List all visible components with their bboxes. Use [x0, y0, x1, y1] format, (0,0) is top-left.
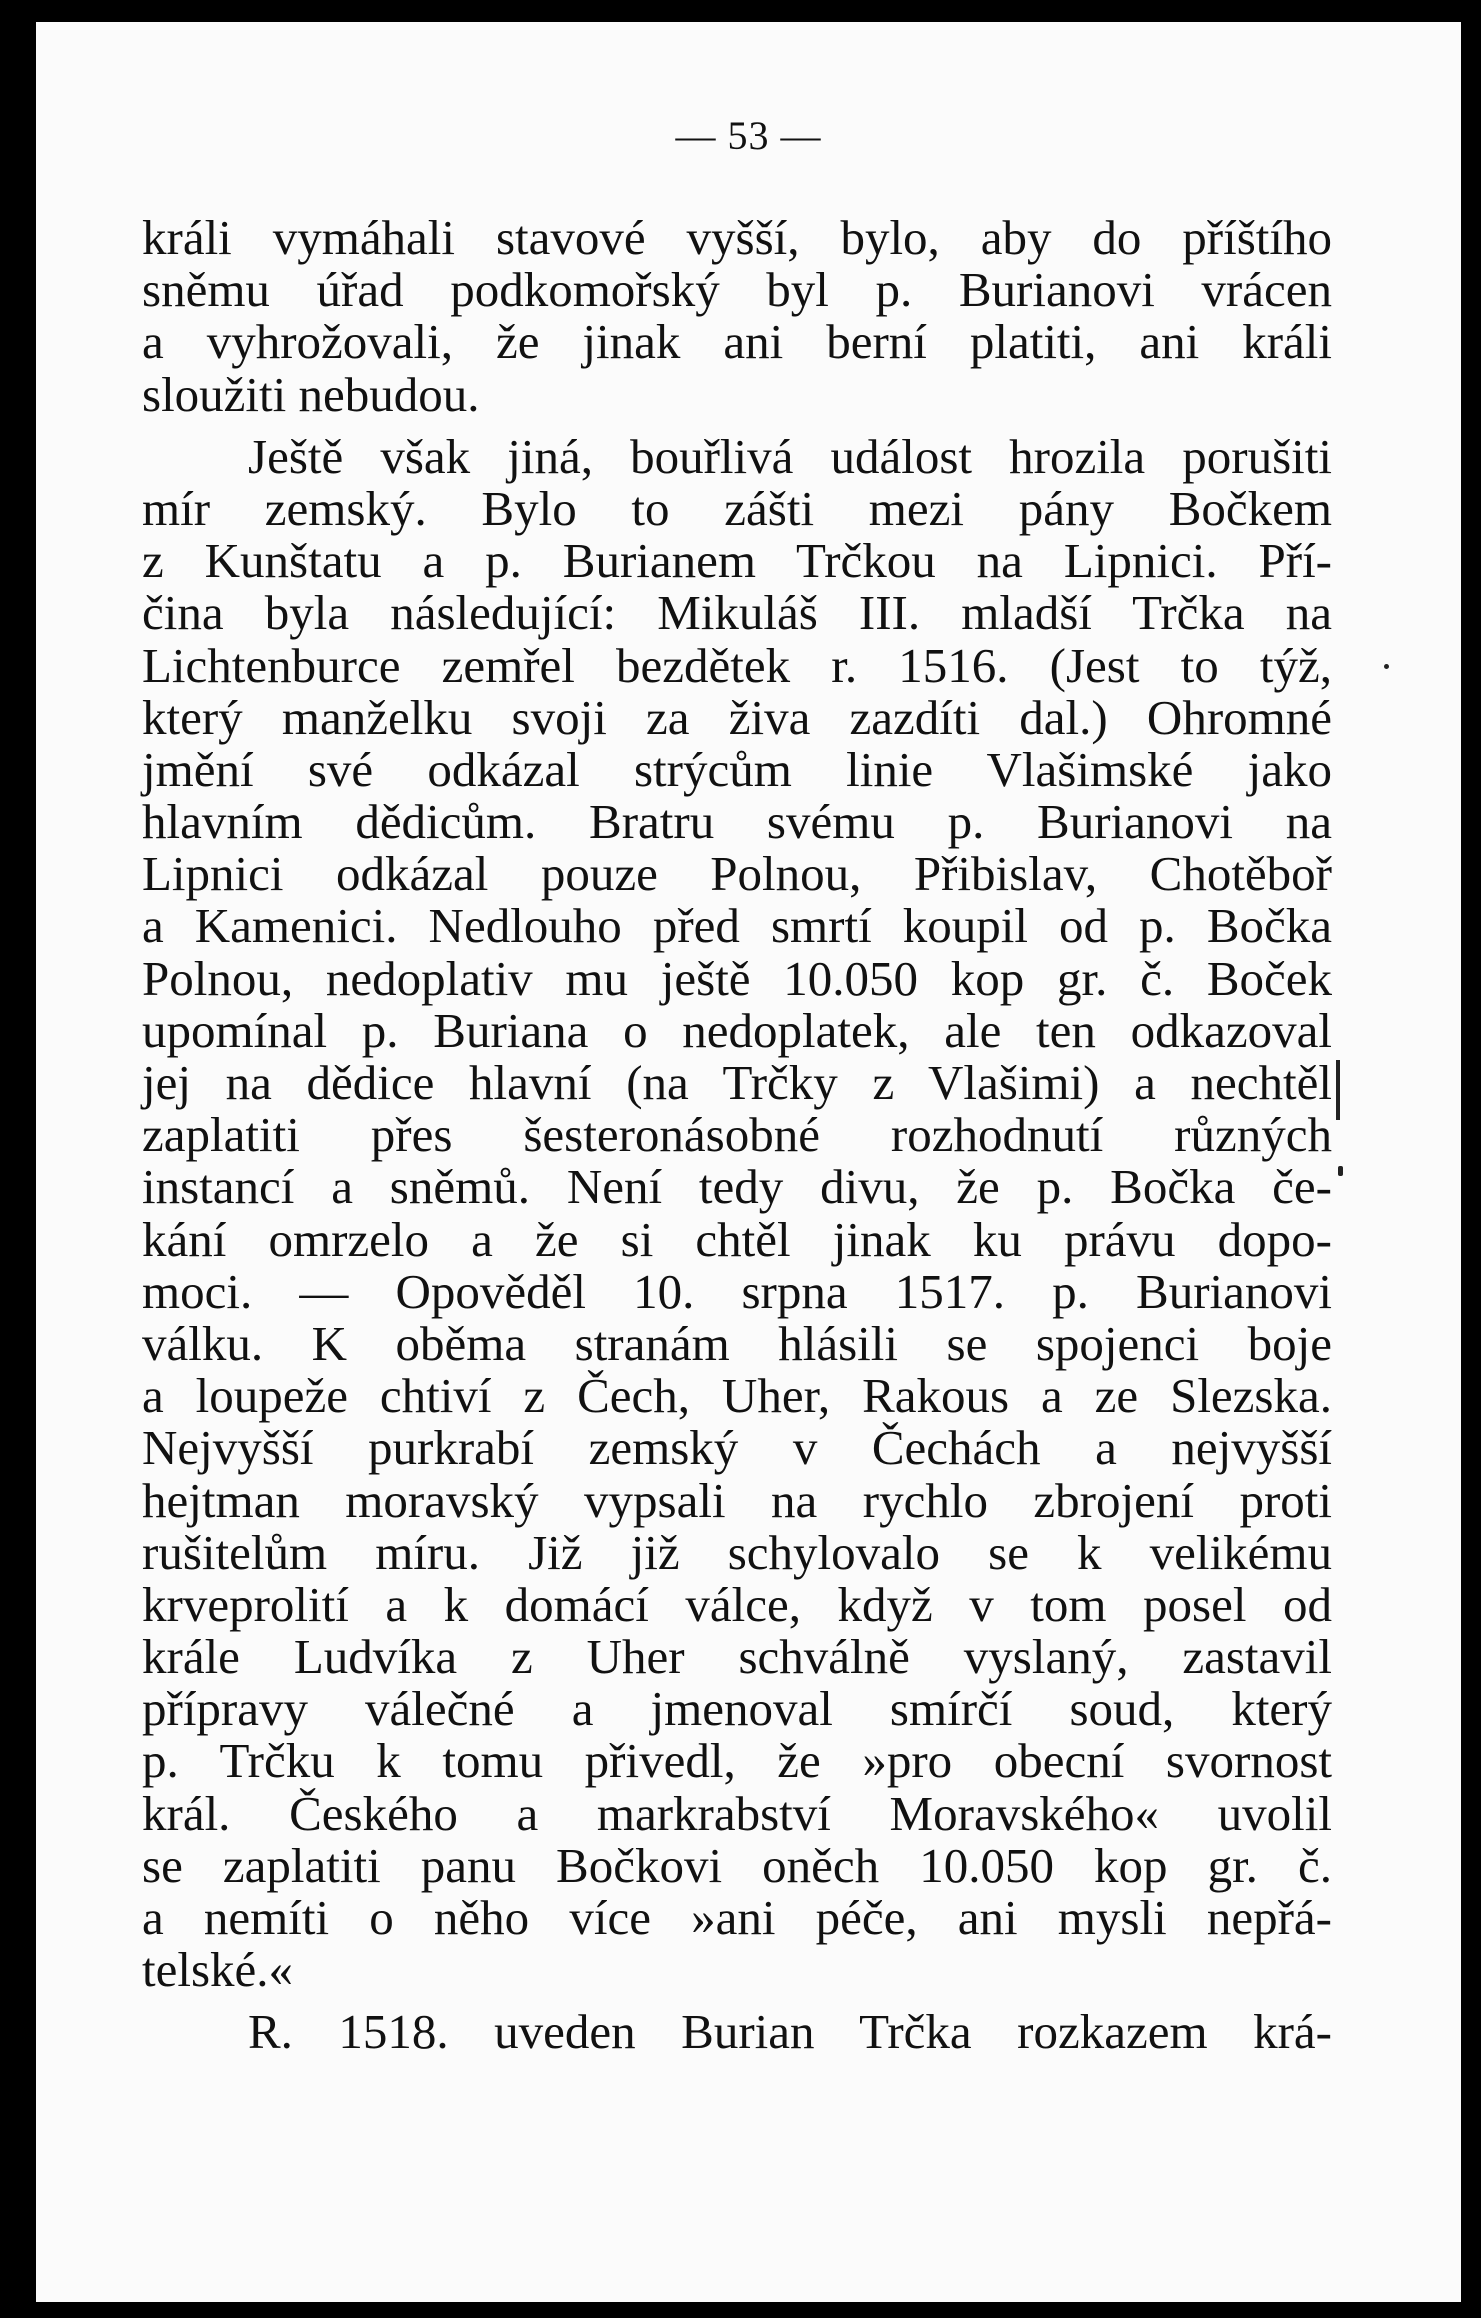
text-line: instancí a sněmů. Není tedy divu, že p. Bočka če-	[142, 1159, 1332, 1215]
book-page	[36, 22, 1461, 2302]
text-line: kání omrzelo a že si chtěl jinak ku právu dopo-	[142, 1211, 1332, 1267]
text-line: král. Českého a markrabství Moravského« uvolil	[142, 1785, 1332, 1841]
text-line: moci. — Opověděl 10. srpna 1517. p. Burianovi	[142, 1263, 1332, 1319]
text-line: upomínal p. Buriana o nedoplatek, ale ten odkazoval	[142, 1002, 1332, 1058]
text-line: Lichtenburce zemřel bezdětek r. 1516. (Jest to týž,	[142, 637, 1332, 693]
scan-border-right	[1461, 0, 1481, 2318]
text-line: Nejvyšší purkrabí zemský v Čechách a nejvyšší	[142, 1420, 1332, 1476]
text-line: krveprolití a k domácí válce, když v tom posel od	[142, 1576, 1332, 1632]
text-line: mír zemský. Bylo to zášti mezi pány Bočkem	[142, 480, 1332, 536]
text-line: a nemíti o něho více »ani péče, ani mysli nepřá-	[142, 1890, 1332, 1945]
text-line: přípravy válečné a jmenoval smírčí soud, který	[142, 1681, 1332, 1737]
text-line: jej na dědice hlavní (na Trčky z Vlašimi) a nechtěl	[142, 1055, 1332, 1110]
text-line: králi vymáhali stavové vyšší, bylo, aby do příštího	[142, 210, 1332, 265]
scan-border-top	[0, 0, 1481, 22]
text-line: válku. K oběma stranám hlásili se spojenci boje	[142, 1315, 1332, 1371]
text-line: p. Trčku k tomu přivedl, že »pro obecní svornost	[142, 1733, 1332, 1789]
page-number: — 53 —	[675, 113, 822, 158]
text-line: a vyhrožovali, že jinak ani berní platiti, ani králi	[142, 314, 1332, 370]
scan-border-bottom	[0, 2302, 1481, 2318]
text-line: rušitelům míru. Již již schylovalo se k velikému	[142, 1524, 1332, 1580]
text-line: z Kunštatu a p. Burianem Trčkou na Lipnici. Pří-	[142, 533, 1332, 589]
text-line: jmění své odkázal strýcům linie Vlašimské jako	[142, 741, 1332, 797]
text-line: sloužiti nebudou.	[142, 366, 480, 422]
text-line: hejtman moravský vypsali na rychlo zbrojení proti	[142, 1472, 1332, 1528]
text-line: a loupeže chtiví z Čech, Uher, Rakous a ze Slezska.	[142, 1368, 1332, 1424]
text-line: Polnou, nedoplativ mu ještě 10.050 kop gr. č. Boček	[142, 950, 1332, 1006]
text-line: krále Ludvíka z Uher schválně vyslaný, zastavil	[142, 1629, 1332, 1685]
margin-mark	[1384, 664, 1389, 669]
text-line: se zaplatiti panu Bočkovi oněch 10.050 kop gr. č.	[142, 1837, 1332, 1893]
body-text	[142, 212, 1332, 2059]
text-line: a Kamenici. Nedlouho před smrtí koupil od p. Bočka	[142, 898, 1332, 954]
text-line: Lipnici odkázal pouze Polnou, Přibislav, Chotěboř	[142, 846, 1332, 902]
text-line: R. 1518. uveden Burian Trčka rozkazem krá-	[248, 2004, 1332, 2060]
margin-mark	[1336, 1060, 1340, 1120]
text-line: hlavním dědicům. Bratru svému p. Burianovi na	[142, 794, 1332, 850]
margin-mark	[1338, 1166, 1343, 1176]
text-line: který manželku svoji za živa zazdíti dal.) Ohromné	[142, 689, 1332, 745]
text-line: sněmu úřad podkomořský byl p. Burianovi vrácen	[142, 262, 1332, 318]
text-line: Ještě však jiná, bouřlivá událost hrozila porušiti	[248, 428, 1332, 484]
scan-border-left	[0, 0, 36, 2318]
text-line: telské.«	[142, 1942, 294, 1998]
text-line: čina byla následující: Mikuláš III. mladší Trčka na	[142, 585, 1332, 641]
text-line: zaplatiti přes šesteronásobné rozhodnutí různých	[142, 1107, 1332, 1163]
